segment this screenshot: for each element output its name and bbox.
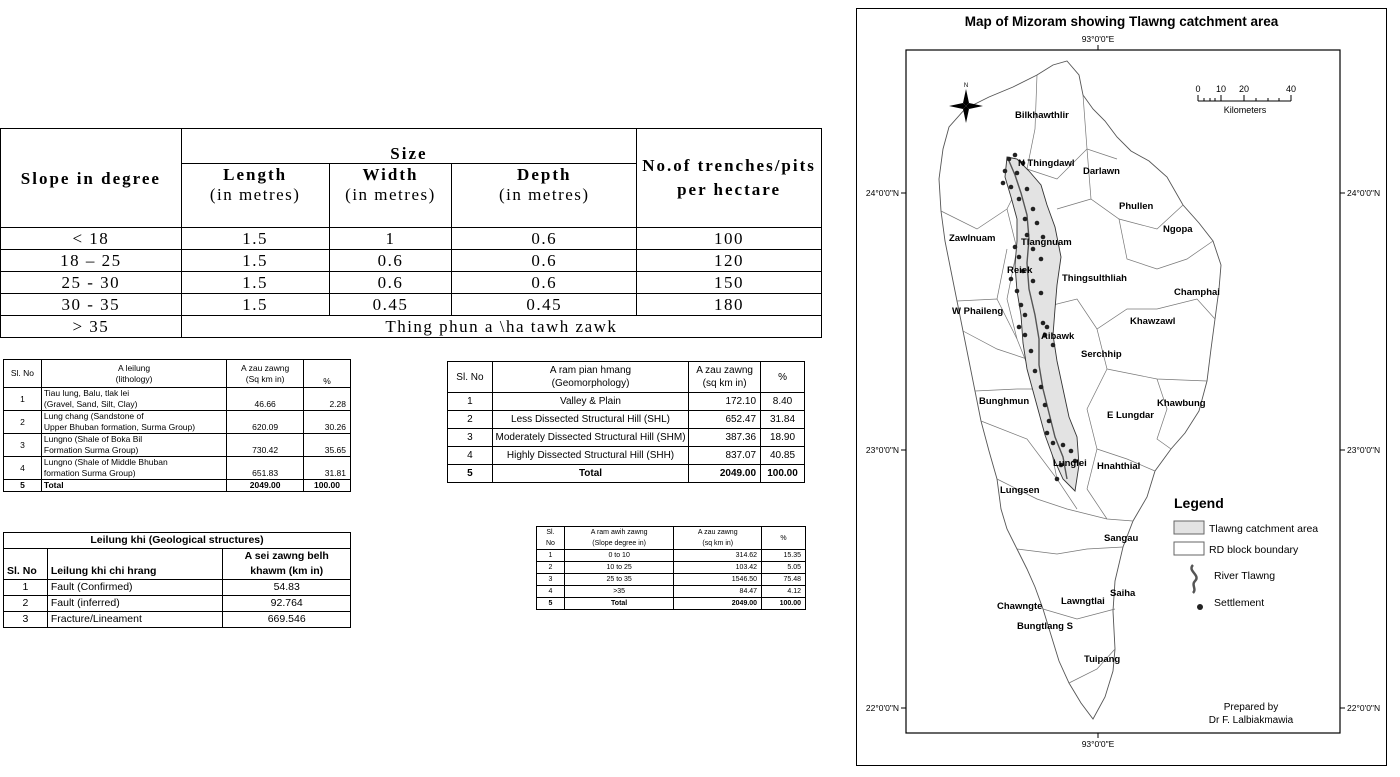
- cell-percent: 100.00: [761, 465, 805, 483]
- header-geomorphology-title: A ram pian hmang: [549, 365, 632, 376]
- legend-label: River Tlawng: [1214, 570, 1276, 582]
- cell-percent: 35.65: [304, 434, 351, 457]
- header-sl-no: [537, 527, 565, 550]
- settlement-point: [1013, 153, 1018, 158]
- settlement-point: [1045, 325, 1050, 330]
- lat-label-right-22: 22°0'0"N: [1347, 703, 1381, 713]
- header-structure-type: Leilung khi chi hrang: [47, 549, 223, 580]
- lon-label-top: 93°0'0"E: [1081, 34, 1115, 44]
- header-length: Length: [181, 164, 329, 186]
- header-lithology-sub: (lithology): [115, 373, 153, 384]
- lithology-line1: Tiau lung, Balu, tlak lei: [43, 388, 130, 398]
- settlement-point: [1017, 255, 1022, 260]
- cell-sl: 4: [448, 447, 493, 465]
- header-percent: %: [762, 527, 806, 550]
- cell-length: 1.5: [181, 250, 329, 272]
- cell-width: 0.45: [329, 294, 452, 316]
- cell-slope: 25 - 30: [1, 272, 182, 294]
- lon-label-bottom: 93°0'0"E: [1081, 739, 1115, 749]
- cell-lithology: [41, 434, 226, 457]
- legend-settlement-icon: [1197, 604, 1203, 610]
- settlement-point: [1035, 221, 1040, 226]
- cell-area: 652.47: [689, 411, 761, 429]
- scale-tick-label: 10: [1215, 84, 1227, 94]
- cell-depth: 0.45: [452, 294, 637, 316]
- settlement-point: [1023, 333, 1028, 338]
- header-length-title: A sei zawng belh: [244, 550, 329, 562]
- table-row: [537, 562, 806, 574]
- place-label: Sangau: [1104, 533, 1139, 544]
- place-label: Bungtlang S: [1017, 621, 1073, 632]
- header-depth-unit: (in metres): [452, 185, 637, 228]
- geomorphology-table: [447, 361, 805, 483]
- lat-label-left-23: 23°0'0"N: [865, 445, 899, 455]
- cell-lithology: [41, 457, 226, 480]
- cell-length: 669.546: [223, 612, 351, 628]
- map-title: Map of Mizoram showing Tlawng catchment area: [964, 14, 1279, 29]
- place-label: Chawngte: [997, 601, 1043, 612]
- legend-title: Legend: [1174, 495, 1224, 511]
- settlement-point: [1017, 325, 1022, 330]
- cell-lithology: Total: [41, 480, 226, 492]
- cell-length: 1.5: [181, 228, 329, 250]
- lat-label-left-24: 24°0'0"N: [865, 188, 899, 198]
- place-label: Champhai: [1174, 287, 1220, 298]
- place-label: W Phaileng: [952, 306, 1004, 317]
- cell-sl: 2: [4, 411, 42, 434]
- settlement-point: [1055, 477, 1060, 482]
- settlement-point: [1015, 289, 1020, 294]
- table-row: [448, 447, 805, 465]
- cell-sl: 3: [4, 434, 42, 457]
- header-percent: %: [761, 362, 805, 393]
- header-slope-range: [564, 527, 674, 550]
- lithology-line1: Lung chang (Sandstone of: [43, 411, 144, 421]
- cell-area: 172.10: [689, 393, 761, 411]
- table-row: [1, 228, 822, 250]
- lithology-line1: Lungno (Shale of Boka Bil: [43, 434, 143, 444]
- header-sl-title: Sl.: [546, 529, 555, 536]
- place-label: Darlawn: [1083, 166, 1120, 177]
- header-slope: Slope in degree: [1, 129, 182, 228]
- cell-area: 2049.00: [227, 480, 304, 492]
- cell-slope: 18 – 25: [1, 250, 182, 272]
- state-outline: [939, 61, 1221, 719]
- cell-geomorphology: Highly Dissected Structural Hill (SHH): [492, 447, 688, 465]
- cell-width: 0.6: [329, 272, 452, 294]
- cell-width: 0.6: [329, 250, 452, 272]
- lat-label-right-24: 24°0'0"N: [1347, 188, 1381, 198]
- cell-range: 25 to 35: [564, 574, 674, 586]
- place-label: Reiek: [1007, 265, 1033, 276]
- cell-sl: 3: [4, 612, 48, 628]
- header-length: [223, 549, 351, 580]
- cell-sl: 2: [537, 562, 565, 574]
- cell-range: Total: [564, 598, 674, 610]
- lat-label-left-22: 22°0'0"N: [865, 703, 899, 713]
- table-row: [4, 434, 351, 457]
- cell-area: 620.09: [227, 411, 304, 434]
- table-row: [448, 429, 805, 447]
- geo-table-title: Leilung khi (Geological structures): [4, 533, 351, 549]
- header-sl-no: Sl. No: [4, 360, 42, 388]
- settlement-point: [1029, 349, 1034, 354]
- cell-sl: 4: [4, 457, 42, 480]
- place-label: Lawngtlai: [1061, 596, 1105, 607]
- lithology-line2: Upper Bhuban formation, Surma Group): [43, 422, 196, 432]
- header-range-title: A ram awih zawng: [590, 529, 648, 536]
- header-depth: Depth: [452, 164, 637, 186]
- settlement-point: [1047, 419, 1052, 424]
- scale-tick-label: 20: [1238, 84, 1250, 94]
- legend-label: Tlawng catchment area: [1209, 523, 1319, 535]
- cell-area: 103.42: [674, 562, 762, 574]
- scale-tick-label: 0: [1195, 84, 1201, 94]
- settlement-point: [1017, 197, 1022, 202]
- cell-depth: 0.6: [452, 250, 637, 272]
- cell-percent: 15.35: [762, 550, 806, 562]
- header-lithology-title: A leilung: [118, 362, 151, 373]
- geological-structures-table: [3, 532, 351, 628]
- header-size: Size: [181, 129, 636, 164]
- cell-geomorphology: Valley & Plain: [492, 393, 688, 411]
- cell-percent: 5.05: [762, 562, 806, 574]
- legend: [1174, 495, 1318, 610]
- place-label: Tuipang: [1084, 654, 1121, 665]
- table-row: [4, 411, 351, 434]
- cell-sl: 3: [537, 574, 565, 586]
- table-row-total: [448, 465, 805, 483]
- legend-river-icon: [1191, 565, 1196, 593]
- settlement-point: [1023, 313, 1028, 318]
- cell-area: 730.42: [227, 434, 304, 457]
- header-area-title: A zau zawng: [697, 529, 738, 536]
- table-row: [4, 612, 351, 628]
- cell-area: 2049.00: [689, 465, 761, 483]
- header-range-sub: (Slope degree in): [592, 540, 646, 547]
- header-length-unit: (in metres): [181, 185, 329, 228]
- cell-sl: 1: [448, 393, 493, 411]
- cell-sl: 1: [4, 580, 48, 596]
- cell-percent: 31.81: [304, 457, 351, 480]
- cell-count: 100: [637, 228, 822, 250]
- lithology-line2: Formation Surma Group): [43, 445, 139, 455]
- table-row-total: [4, 480, 351, 492]
- settlement-point: [1025, 187, 1030, 192]
- cell-sl: 2: [4, 596, 48, 612]
- slope-trench-table: [0, 128, 822, 338]
- settlement-point: [1043, 403, 1048, 408]
- cell-area: 84.47: [674, 586, 762, 598]
- place-label: E Lungdar: [1107, 410, 1154, 421]
- table-row: [1, 294, 822, 316]
- settlement-point: [1039, 257, 1044, 262]
- cell-area: 651.83: [227, 457, 304, 480]
- cell-count: 180: [637, 294, 822, 316]
- table-row: [448, 393, 805, 411]
- settlement-point: [1069, 449, 1074, 454]
- header-lithology: [41, 360, 226, 388]
- settlement-point: [1001, 181, 1006, 186]
- header-width: Width: [329, 164, 452, 186]
- settlement-point: [1007, 157, 1012, 162]
- cell-sl: 5: [4, 480, 42, 492]
- table-row: [4, 457, 351, 480]
- header-area: [689, 362, 761, 393]
- lithology-table: [3, 359, 351, 492]
- lat-label-right-23: 23°0'0"N: [1347, 445, 1381, 455]
- cell-area: 837.07: [689, 447, 761, 465]
- header-width-unit: (in metres): [329, 185, 452, 228]
- cell-percent: 100.00: [304, 480, 351, 492]
- table-row: [1, 316, 822, 338]
- cell-slope: > 35: [1, 316, 182, 338]
- settlement-point: [1039, 291, 1044, 296]
- header-geomorphology: [492, 362, 688, 393]
- cell-lithology: [41, 411, 226, 434]
- cell-note: Thing phun a \ha tawh zawk: [181, 316, 821, 338]
- legend-swatch-catchment: [1174, 521, 1204, 534]
- legend-label: RD block boundary: [1209, 544, 1299, 556]
- cell-count: 150: [637, 272, 822, 294]
- cell-sl: 2: [448, 411, 493, 429]
- place-label: Aibawk: [1041, 331, 1075, 342]
- place-label: Ngopa: [1163, 224, 1193, 235]
- cell-percent: 100.00: [762, 598, 806, 610]
- place-label: Serchhip: [1081, 349, 1122, 360]
- cell-geomorphology: Moderately Dissected Structural Hill (SHM): [492, 429, 688, 447]
- header-sl-sub: No: [545, 540, 555, 547]
- table-row: [4, 596, 351, 612]
- cell-percent: 75.48: [762, 574, 806, 586]
- cell-length: 1.5: [181, 272, 329, 294]
- table-row: [1, 250, 822, 272]
- cell-area: 2049.00: [674, 598, 762, 610]
- place-label: Lunglei: [1053, 458, 1087, 469]
- cell-length: 92.764: [223, 596, 351, 612]
- settlement-point: [1041, 321, 1046, 326]
- place-label: Hnahthial: [1097, 461, 1141, 472]
- cell-geomorphology: Less Dissected Structural Hill (SHL): [492, 411, 688, 429]
- cell-depth: 0.6: [452, 272, 637, 294]
- cell-range: 0 to 10: [564, 550, 674, 562]
- cell-range: 10 to 25: [564, 562, 674, 574]
- place-label: Thingsulthliah: [1062, 273, 1127, 284]
- settlement-point: [1031, 207, 1036, 212]
- cell-area: 46.66: [227, 388, 304, 411]
- place-label: Khawbung: [1157, 398, 1206, 409]
- cell-structure-type: Fault (Confirmed): [47, 580, 223, 596]
- cell-area: 387.36: [689, 429, 761, 447]
- cell-structure-type: Fracture/Lineament: [47, 612, 223, 628]
- cell-percent: 18.90: [761, 429, 805, 447]
- map-panel: [856, 8, 1387, 766]
- table-row: [537, 586, 806, 598]
- north-label: N: [963, 83, 969, 89]
- cell-percent: 4.12: [762, 586, 806, 598]
- settlement-point: [1023, 217, 1028, 222]
- settlement-point: [1045, 431, 1050, 436]
- header-geomorphology-sub: (Geomorphology): [551, 378, 630, 389]
- cell-range: >35: [564, 586, 674, 598]
- lithology-line1: Lungno (Shale of Middle Bhuban: [43, 457, 168, 467]
- cell-depth: 0.6: [452, 228, 637, 250]
- cell-percent: 30.26: [304, 411, 351, 434]
- settlement-point: [1033, 369, 1038, 374]
- settlement-point: [1051, 343, 1056, 348]
- header-area: [674, 527, 762, 550]
- credit-prepared-by: Prepared by: [1223, 702, 1279, 713]
- table-row: [448, 411, 805, 429]
- legend-label: Settlement: [1214, 597, 1265, 609]
- cell-sl: 1: [537, 550, 565, 562]
- cell-area: 314.62: [674, 550, 762, 562]
- header-area-title: A zau zawng: [696, 365, 753, 376]
- cell-percent: 2.28: [304, 388, 351, 411]
- cell-lithology: [41, 388, 226, 411]
- cell-percent: 8.40: [761, 393, 805, 411]
- header-trench-count: No.of trenches/pits per hectare: [637, 129, 822, 228]
- place-label: Zawlnuam: [949, 233, 996, 244]
- cell-percent: 40.85: [761, 447, 805, 465]
- scale-unit: Kilometers: [1223, 105, 1267, 115]
- cell-length: 54.83: [223, 580, 351, 596]
- place-label: Bilkhawthlir: [1015, 110, 1069, 121]
- settlement-point: [1039, 385, 1044, 390]
- place-label: Bunghmun: [979, 396, 1030, 407]
- settlement-point: [1009, 185, 1014, 190]
- place-label: Khawzawl: [1130, 316, 1176, 327]
- cell-area: 1546.50: [674, 574, 762, 586]
- table-row-total: [537, 598, 806, 610]
- settlement-point: [1051, 441, 1056, 446]
- header-area-unit: (sq km in): [702, 540, 734, 547]
- settlement-point: [1013, 245, 1018, 250]
- legend-swatch-block: [1174, 542, 1204, 555]
- settlement-point: [1031, 279, 1036, 284]
- cell-length: 1.5: [181, 294, 329, 316]
- map-canvas: [857, 9, 1385, 764]
- header-sl-no: Sl. No: [4, 549, 48, 580]
- header-area-unit: (Sq km in): [245, 373, 285, 384]
- table-row: [537, 574, 806, 586]
- lithology-line2: formation Surma Group): [43, 468, 136, 478]
- table-row: [4, 388, 351, 411]
- settlement-point: [1019, 303, 1024, 308]
- cell-sl: 5: [448, 465, 493, 483]
- header-length-unit: khawm (km in): [250, 565, 324, 577]
- header-area-unit: (sq km in): [702, 378, 747, 389]
- scale-bar: [1195, 84, 1296, 115]
- cell-sl: 1: [4, 388, 42, 411]
- cell-sl: 4: [537, 586, 565, 598]
- settlement-point: [1009, 277, 1014, 282]
- cell-percent: 31.84: [761, 411, 805, 429]
- credit-author: Dr F. Lalbiakmawia: [1208, 715, 1294, 726]
- header-percent: %: [304, 360, 351, 388]
- cell-sl: 5: [537, 598, 565, 610]
- place-label: N Thingdawl: [1018, 158, 1075, 169]
- header-area-title: A zau zawng: [241, 362, 290, 373]
- cell-slope: < 18: [1, 228, 182, 250]
- settlement-point: [1015, 171, 1020, 176]
- table-row: [4, 580, 351, 596]
- place-label: Tlangnuam: [1021, 237, 1072, 248]
- settlement-point: [1061, 443, 1066, 448]
- place-label: Lungsen: [1000, 485, 1040, 496]
- settlement-point: [1003, 169, 1008, 174]
- cell-width: 1: [329, 228, 452, 250]
- cell-geomorphology: Total: [492, 465, 688, 483]
- table-row: [1, 272, 822, 294]
- header-sl-no: Sl. No: [448, 362, 493, 393]
- table-row: [537, 550, 806, 562]
- cell-sl: 3: [448, 429, 493, 447]
- cell-slope: 30 - 35: [1, 294, 182, 316]
- place-label: Phullen: [1119, 201, 1154, 212]
- lithology-line2: (Gravel, Sand, Silt, Clay): [43, 399, 138, 409]
- place-label: Saiha: [1110, 588, 1136, 599]
- slope-area-table: [536, 526, 806, 610]
- cell-structure-type: Fault (inferred): [47, 596, 223, 612]
- header-area: [227, 360, 304, 388]
- scale-tick-label: 40: [1285, 84, 1297, 94]
- cell-count: 120: [637, 250, 822, 272]
